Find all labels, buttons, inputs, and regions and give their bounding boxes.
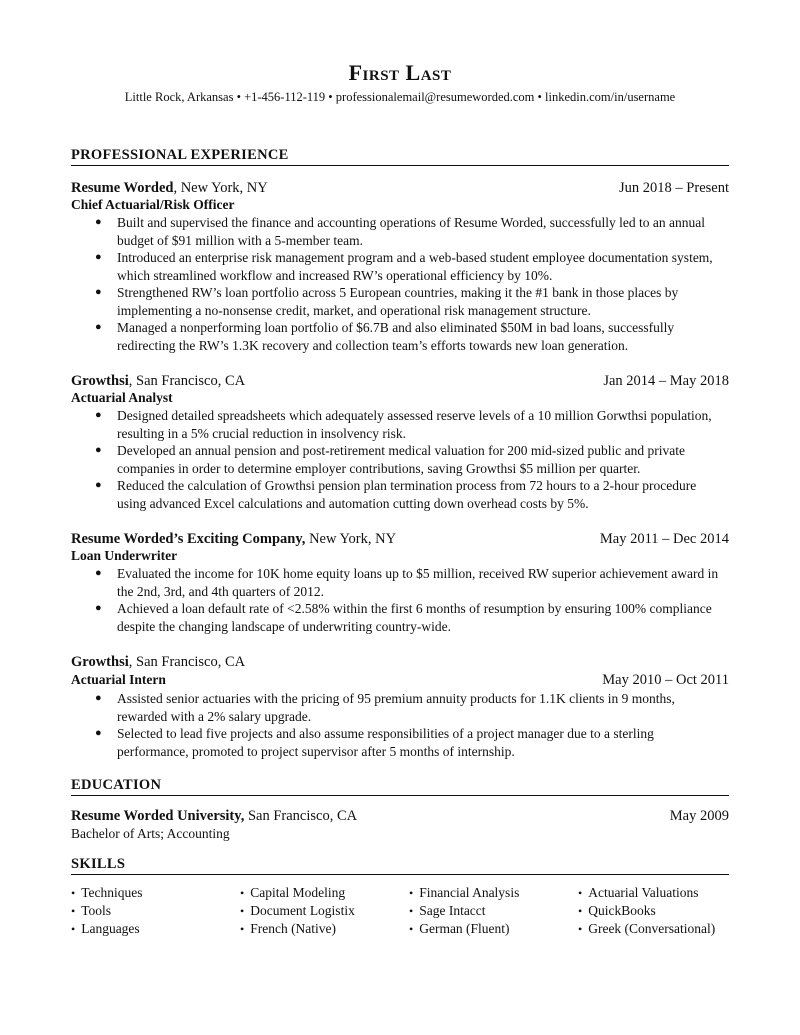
company-name: Growthsi xyxy=(71,654,129,670)
job-entry xyxy=(71,179,729,354)
bullet-dot-icon: ● xyxy=(95,727,102,739)
skill-label: Financial Analysis xyxy=(419,885,520,900)
skill-item xyxy=(240,902,409,920)
bullet-text: Selected to lead five projects and also assume responsibilities of a project manager due to a sterling performance, promoted to project supervisor after 5 months of internship. xyxy=(117,726,654,759)
job-employer xyxy=(71,179,268,197)
job-role: Chief Actuarial/Risk Officer xyxy=(71,197,235,212)
job-employer xyxy=(71,530,396,548)
job-role: Actuarial Analyst xyxy=(71,390,173,405)
job-dates: Jun 2018 – Present xyxy=(619,180,729,196)
bullet-dot-icon: ● xyxy=(95,444,102,456)
school-name: Resume Worded University, xyxy=(71,808,245,824)
job-bullets xyxy=(71,690,729,760)
skill-item xyxy=(409,884,578,902)
bullet-dot-icon: • xyxy=(409,904,414,918)
skill-label: Sage Intacct xyxy=(419,903,486,918)
bullet-dot-icon: • xyxy=(409,886,414,900)
job-employer xyxy=(71,653,245,671)
skill-label: French (Native) xyxy=(250,921,337,936)
skill-item xyxy=(578,884,729,902)
bullet-dot-icon: ● xyxy=(95,286,102,298)
skill-item xyxy=(71,920,240,938)
bullet-dot-icon: ● xyxy=(95,567,102,579)
company-name: Resume Worded xyxy=(71,180,174,196)
bullet-text: Built and supervised the finance and accounting operations of Resume Worded, successfully led to an annual budget of $91 million with a 5-member team. xyxy=(117,215,706,248)
job-bullets xyxy=(71,214,729,354)
company-location: , New York, NY xyxy=(173,180,268,196)
education-date: May 2009 xyxy=(669,808,729,824)
job-role: Loan Underwriter xyxy=(71,548,178,563)
job-header xyxy=(71,530,729,548)
bullet-item xyxy=(71,565,729,600)
skill-label: Languages xyxy=(81,921,140,936)
company-name: Resume Worded’s Exciting Company, xyxy=(71,531,306,547)
skill-label: German (Fluent) xyxy=(419,921,510,936)
section-title-education: EDUCATION xyxy=(71,776,729,796)
education-entry xyxy=(71,807,729,842)
skill-item xyxy=(240,920,409,938)
company-name: Growthsi xyxy=(71,373,129,389)
bullet-dot-icon: ● xyxy=(95,321,102,333)
bullet-item xyxy=(71,690,729,725)
skill-item xyxy=(71,884,240,902)
bullet-dot-icon: • xyxy=(240,886,245,900)
bullet-text: Assisted senior actuaries with the pricing of 95 premium annuity products for 1.1K clients in 9 months, rewarded with a 2% salary upgrade. xyxy=(117,691,675,724)
bullet-dot-icon: • xyxy=(71,904,76,918)
education-header xyxy=(71,807,729,825)
job-header xyxy=(71,179,729,197)
skill-item xyxy=(409,902,578,920)
job-dates: May 2010 – Oct 2011 xyxy=(602,672,729,688)
section-title-skills: SKILLS xyxy=(71,855,729,875)
bullet-dot-icon: ● xyxy=(95,479,102,491)
bullet-text: Evaluated the income for 10K home equity loans up to $5 million, received RW superior achievement award in the 2nd, 3rd, and 4th quarters of 2012. xyxy=(117,566,719,599)
skill-item xyxy=(409,920,578,938)
bullet-dot-icon: • xyxy=(71,886,76,900)
skills-grid xyxy=(71,884,729,938)
bullet-dot-icon: • xyxy=(71,922,76,936)
bullet-dot-icon: • xyxy=(578,922,583,936)
skill-item xyxy=(578,902,729,920)
section-title-experience: PROFESSIONAL EXPERIENCE xyxy=(71,146,729,166)
bullet-text: Achieved a loan default rate of <2.58% within the first 6 months of resumption by ensuring 100% compliance despite the changing landscape of underwriting country-wide. xyxy=(117,601,712,634)
job-entry xyxy=(71,530,729,635)
skill-label: Capital Modeling xyxy=(250,885,346,900)
company-location: , San Francisco, CA xyxy=(128,373,246,389)
skill-label: Document Logistix xyxy=(250,903,355,918)
bullet-dot-icon: • xyxy=(240,922,245,936)
skill-item xyxy=(71,902,240,920)
job-employer xyxy=(71,372,245,390)
job-header xyxy=(71,653,729,671)
bullet-item xyxy=(71,477,729,512)
job-role-row xyxy=(71,671,729,689)
bullet-dot-icon: ● xyxy=(95,602,102,614)
resume-page xyxy=(71,58,729,938)
bullet-dot-icon: • xyxy=(578,886,583,900)
bullet-text: Managed a nonperforming loan portfolio of $6.7B and also eliminated $50M in bad loans, successfully redirecting the RW’s 1.3K recovery and collection team’s efforts towards new loan generation. xyxy=(117,320,675,353)
company-location: New York, NY xyxy=(305,531,397,547)
bullet-dot-icon: ● xyxy=(95,409,102,421)
skill-label: Tools xyxy=(81,903,112,918)
bullet-item xyxy=(71,725,729,760)
school-location: San Francisco, CA xyxy=(244,808,358,824)
bullet-text: Designed detailed spreadsheets which adequately assessed reserve levels of a 10 million Gorwthsi population, resulting in a 5% crucial reduction in insolvency risk. xyxy=(117,408,712,441)
bullet-dot-icon: • xyxy=(578,904,583,918)
job-dates: May 2011 – Dec 2014 xyxy=(599,531,729,547)
company-location: , San Francisco, CA xyxy=(128,654,246,670)
job-bullets xyxy=(71,407,729,512)
bullet-text: Strengthened RW’s loan portfolio across 5 European countries, making it the #1 bank in those places by implementing a no-nonsense credit, market, and operational risk management structure. xyxy=(117,285,679,318)
skill-label: Greek (Conversational) xyxy=(588,921,716,936)
contact-line: Little Rock, Arkansas • +1-456-112-119 • professionalemail@resumeworded.com • linkedin.com/in/username xyxy=(124,90,676,104)
education-degree: Bachelor of Arts; Accounting xyxy=(71,826,230,841)
bullet-item xyxy=(71,249,729,284)
bullet-item xyxy=(71,284,729,319)
bullet-dot-icon: ● xyxy=(95,216,102,228)
skill-item xyxy=(578,920,729,938)
bullet-text: Developed an annual pension and post-retirement medical valuation for 200 mid-sized public and private companies in order to determine employer contributions, saving Growthsi $5 million per quarter. xyxy=(117,443,685,476)
job-role: Actuarial Intern xyxy=(71,672,166,687)
skill-label: QuickBooks xyxy=(588,903,656,918)
bullet-dot-icon: ● xyxy=(95,251,102,263)
bullet-item xyxy=(71,442,729,477)
bullet-item xyxy=(71,319,729,354)
skill-item xyxy=(240,884,409,902)
education-school-line xyxy=(71,807,357,825)
bullet-dot-icon: • xyxy=(409,922,414,936)
job-bullets xyxy=(71,565,729,635)
bullet-text: Introduced an enterprise risk management program and a web-based student employee documentation system, which streamlined workflow and increased RW’s operational efficiency by 10%. xyxy=(117,250,713,283)
skill-label: Techniques xyxy=(81,885,143,900)
job-header xyxy=(71,372,729,390)
candidate-name: First Last xyxy=(348,60,452,85)
job-entry xyxy=(71,653,729,760)
job-entry xyxy=(71,372,729,512)
bullet-item xyxy=(71,600,729,635)
bullet-text: Reduced the calculation of Growthsi pension plan termination process from 72 hours to a 2-hour procedure using advanced Excel calculations and automation cutting down overhead costs by 5%. xyxy=(117,478,697,511)
bullet-item xyxy=(71,214,729,249)
bullet-item xyxy=(71,407,729,442)
job-dates: Jan 2014 – May 2018 xyxy=(603,373,729,389)
skill-label: Actuarial Valuations xyxy=(588,885,699,900)
bullet-dot-icon: ● xyxy=(95,692,102,704)
bullet-dot-icon: • xyxy=(240,904,245,918)
